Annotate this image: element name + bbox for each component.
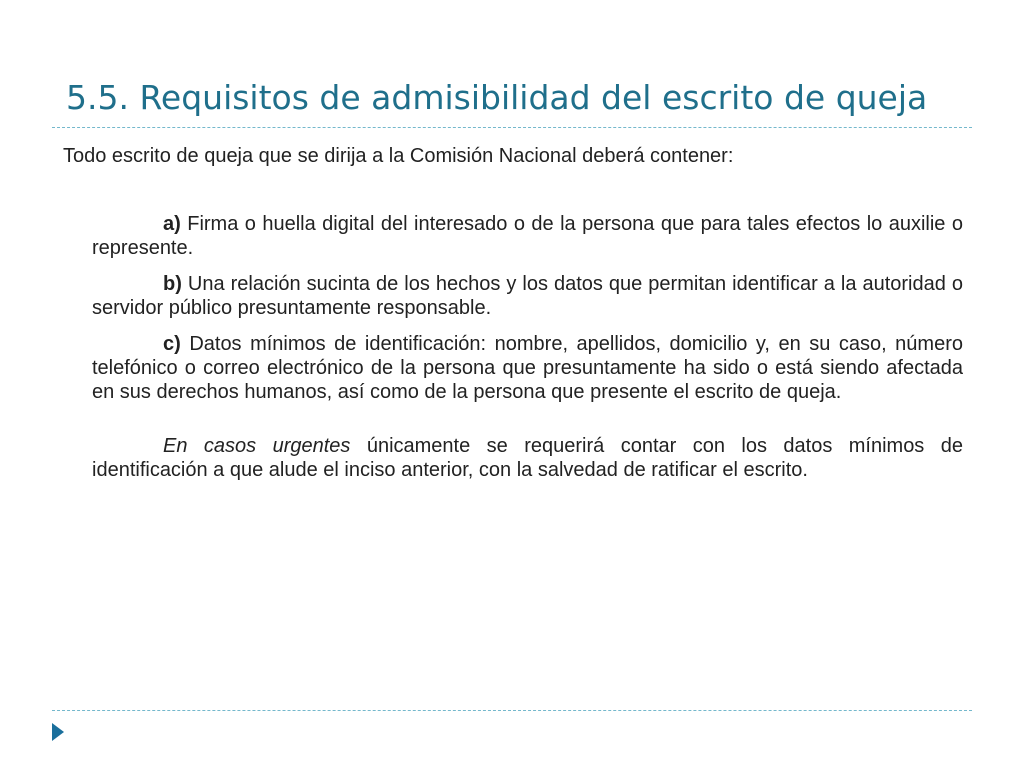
requirement-item-b	[92, 272, 963, 320]
intro-text: Todo escrito de queja que se dirija a la Comisión Nacional deberá contener:	[63, 145, 734, 167]
requirement-item-a	[92, 212, 963, 260]
triangle-right-icon	[52, 723, 64, 741]
urgent-note-text: únicamente se requerirá contar con los datos mínimos de identificación a que alude el inciso anterior, con la salvedad de ratificar el escrito.	[92, 435, 963, 481]
requirement-text-c: Datos mínimos de identificación: nombre, apellidos, domicilio y, en su caso, número telefónico o correo electrónico de la persona que presuntamente ha sido o está siendo afectada en sus derechos humanos, así como de la persona que presente el escrito de queja.	[92, 333, 963, 403]
urgent-note-emphasis: En casos urgentes	[163, 435, 351, 457]
urgent-note	[92, 434, 963, 482]
slide-title: 5.5. Requisitos de admisibilidad del escrito de queja	[66, 78, 928, 117]
requirement-text-b: Una relación sucinta de los hechos y los datos que permitan identificar a la autoridad o servidor público presuntamente responsable.	[92, 273, 963, 319]
requirement-marker-a: a)	[163, 213, 181, 235]
requirements-list	[92, 212, 963, 494]
footer-divider	[52, 710, 972, 711]
requirement-item-c	[92, 332, 963, 404]
title-divider	[52, 127, 972, 128]
requirement-marker-b: b)	[163, 273, 182, 295]
requirement-marker-c: c)	[163, 333, 181, 355]
requirement-text-a: Firma o huella digital del interesado o de la persona que para tales efectos lo auxilie o represente.	[92, 213, 963, 259]
